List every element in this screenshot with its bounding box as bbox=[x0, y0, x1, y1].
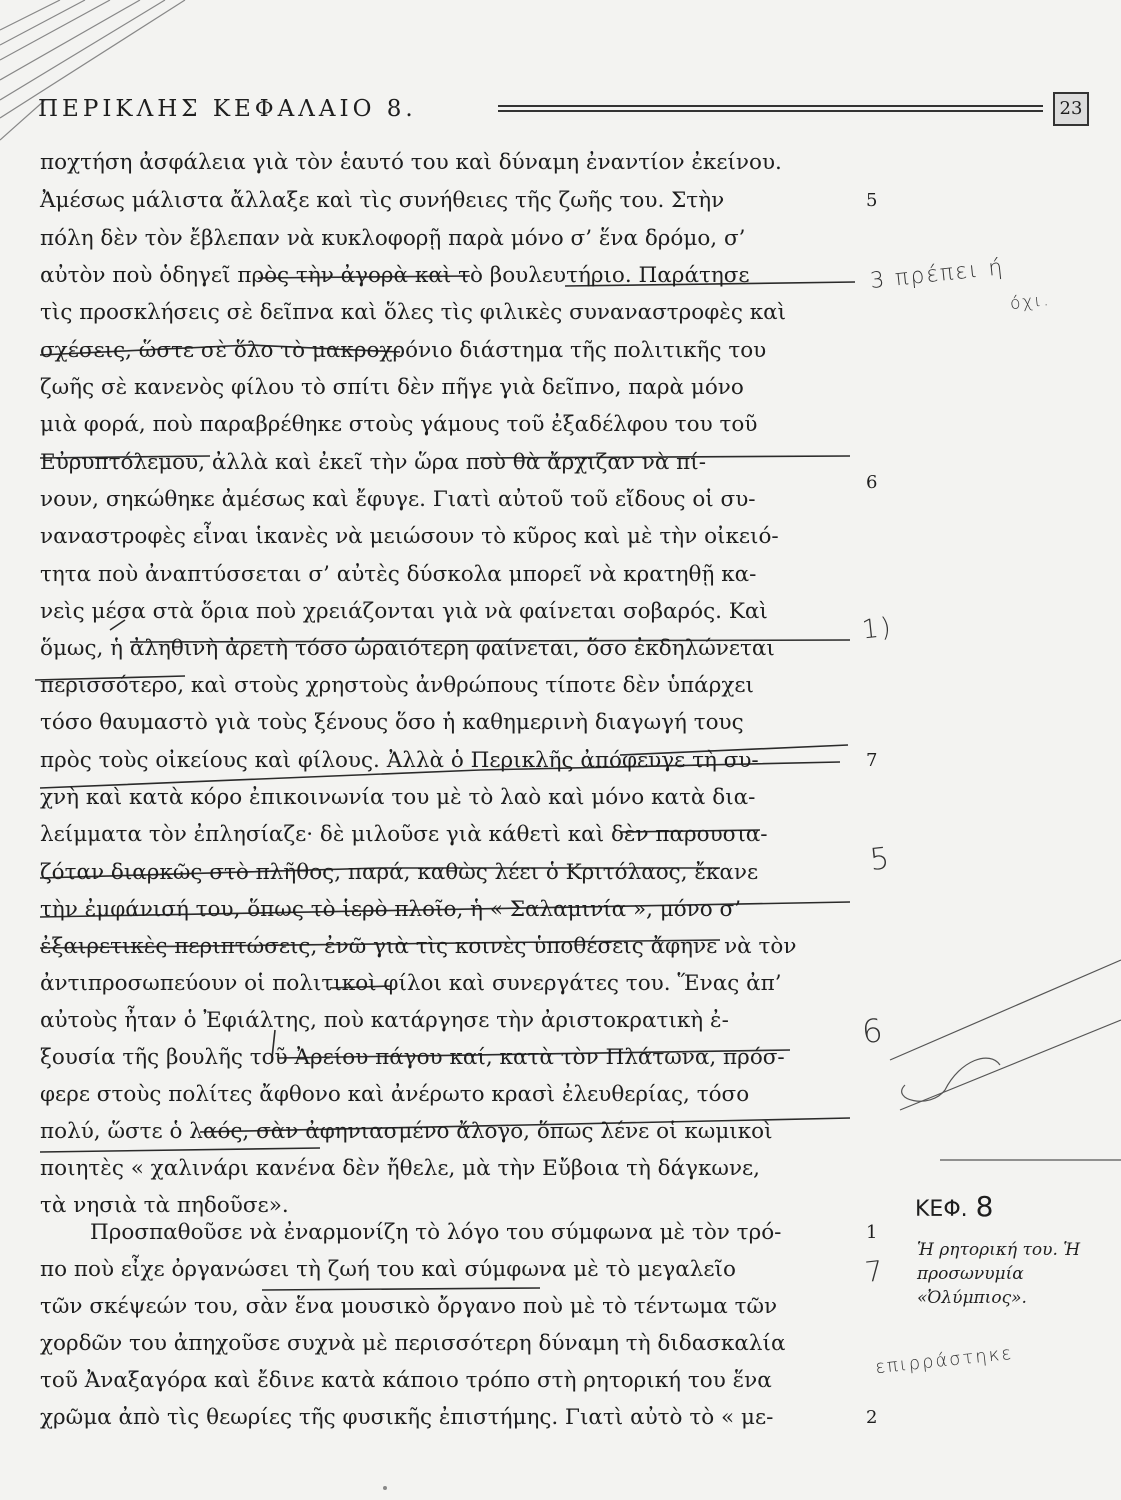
text-line: μιὰ φορά, ποὺ παραβρέθηκε στοὺς γάμους τοῦ ἐξαδέλφου του τοῦ bbox=[40, 412, 758, 437]
text-line: ἀντιπροσωπεύουν οἱ πολιτικοὶ φίλοι καὶ συνεργάτες του. Ἕνας ἀπ’ bbox=[40, 971, 782, 996]
text-line: χνὴ καὶ κατὰ κόρο ἐπικοινωνία του μὲ τὸ λαὸ καὶ μόνο κατὰ δια- bbox=[40, 785, 756, 810]
header-rule bbox=[498, 105, 1043, 117]
page-header bbox=[38, 92, 1083, 132]
handwritten-note: 3 πρέπει ή bbox=[869, 255, 1006, 294]
margin-number: 2 bbox=[866, 1407, 878, 1428]
section-heading bbox=[915, 1190, 993, 1223]
text-line: αὐτὸν ποὺ ὁδηγεῖ πρὸς τὴν ἀγορὰ καὶ τὸ βουλευτήριο. Παράτησε bbox=[40, 263, 750, 288]
text-line: τῶν σκέψεών του, σὰν ἕνα μουσικὸ ὄργανο ποὺ μὲ τὸ τέντωμα τῶν bbox=[40, 1294, 778, 1319]
margin-number: 5 bbox=[866, 190, 878, 211]
text-line: φερε στοὺς πολίτες ἄφθονο καὶ ἀνέρωτο κρασὶ ἐλευθερίας, τόσο bbox=[40, 1082, 750, 1107]
margin-lines bbox=[890, 960, 1121, 1160]
text-line: ζωῆς σὲ κανενὸς φίλου τὸ σπίτι δὲν πῆγε γιὰ δεῖπνο, παρὰ μόνο bbox=[40, 375, 744, 400]
section-side-note: Ἡ ρητορική του. Ἡ προσωνυμία «Ὀλύμπιος». bbox=[917, 1240, 1081, 1308]
page-number: 23 bbox=[1053, 92, 1089, 126]
handwritten-note: 6 bbox=[860, 1010, 887, 1052]
text-line: τητα ποὺ ἀναπτύσσεται σ’ αὐτὲς δύσκολα μπορεῖ νὰ κρατηθῇ κα- bbox=[40, 562, 757, 587]
text-line: τὶς προσκλήσεις σὲ δεῖπνα καὶ ὅλες τὶς φιλικὲς συναναστροφὲς καὶ bbox=[40, 300, 787, 325]
text-line: ξουσία τῆς βουλῆς τοῦ Ἀρείου πάγου καί, κατὰ τὸν Πλάτωνα, πρόσ- bbox=[40, 1045, 785, 1070]
text-line: σχέσεις, ὥστε σὲ ὅλο τὸ μακροχρόνιο διάστημα τῆς πολιτικῆς του bbox=[40, 338, 767, 363]
text-line: ὅμως, ἡ ἀληθινὴ ἀρετὴ τόσο ὡραιότερη φαίνεται, ὅσο ἐκδηλώνεται bbox=[40, 636, 775, 661]
text-line: νουν, σηκώθηκε ἀμέσως καὶ ἔφυγε. Γιατὶ αὐτοῦ τοῦ εἴδους οἱ συ- bbox=[40, 487, 756, 512]
text-line: χρῶμα ἀπὸ τὶς θεωρίες τῆς φυσικῆς ἐπιστήμης. Γιατὶ αὐτὸ τὸ « με- bbox=[40, 1405, 774, 1430]
handwritten-note: όχι. bbox=[1009, 289, 1052, 315]
text-line: χορδῶν του ἀπηχοῦσε συχνὰ μὲ περισσότερη δύναμη τὴ διδασκαλία bbox=[40, 1331, 786, 1356]
running-title: ΠΕΡΙΚΛΗΣ ΚΕΦΑΛΑΙΟ 8. bbox=[38, 96, 417, 122]
handwritten-note: 5 bbox=[868, 840, 893, 879]
text-line: τόσο θαυμαστὸ γιὰ τοὺς ξένους ὅσο ἡ καθημερινὴ διαγωγή τους bbox=[40, 710, 744, 735]
handwritten-note: 1) bbox=[860, 612, 895, 646]
text-line: αὐτοὺς ἦταν ὁ Ἐφιάλτης, ποὺ κατάργησε τὴν ἀριστοκρατικὴ ἐ- bbox=[40, 1008, 729, 1033]
text-line: ζόταν διαρκῶς στὸ πλῆθος, παρά, καθὼς λέει ὁ Κριτόλαος, ἔκανε bbox=[40, 860, 759, 885]
ink-specks bbox=[383, 1486, 387, 1490]
text-line: ναναστροφὲς εἶναι ἱκανὲς νὰ μειώσουν τὸ κῦρος καὶ μὲ τὴν οἰκειό- bbox=[40, 524, 779, 549]
text-line: περισσότερο, καὶ στοὺς χρηστοὺς ἀνθρώπους τίποτε δὲν ὑπάρχει bbox=[40, 673, 754, 698]
text-line: πολύ, ὥστε ὁ λαός, σὰν ἀφηνιασμένο ἄλογο, ὅπως λένε οἱ κωμικοὶ bbox=[40, 1119, 773, 1144]
section-title: ΚΕΦ. bbox=[915, 1197, 968, 1222]
text-line: τὰ νησιὰ τὰ πηδοῦσε». bbox=[40, 1193, 289, 1218]
text-line: Εὐρυπτόλεμου, ἀλλὰ καὶ ἐκεῖ τὴν ὥρα ποὺ θὰ ἄρχιζαν νὰ πί- bbox=[40, 450, 707, 475]
handwritten-note: 7 bbox=[863, 1254, 887, 1289]
text-line: πόλη δὲν τὸν ἔβλεπαν νὰ κυκλοφορῇ παρὰ μόνο σ’ ἕνα δρόμο, σ’ bbox=[40, 226, 746, 251]
margin-number: 1 bbox=[866, 1222, 878, 1243]
margin-number: 7 bbox=[866, 750, 878, 771]
text-line: Προσπαθοῦσε νὰ ἐναρμονίζη τὸ λόγο του σύμφωνα μὲ τὸν τρό- bbox=[90, 1220, 782, 1245]
text-line: λείμματα τὸν ἐπλησίαζε· δὲ μιλοῦσε γιὰ κάθετὶ καὶ δὲν παρουσια- bbox=[40, 822, 768, 847]
text-line: ποιητὲς « χαλινάρι κανένα δὲν ἤθελε, μὰ τὴν Εὔβοια τὴ δάγκωνε, bbox=[40, 1156, 761, 1181]
handwritten-note: επιρράστηκε bbox=[874, 1342, 1015, 1379]
text-line: τὴν ἐμφάνισή του, ὅπως τὸ ἱερὸ πλοῖο, ἡ « Σαλαμινία », μόνο σ’ bbox=[40, 897, 742, 922]
margin-number: 6 bbox=[866, 472, 878, 493]
text-line: νεὶς μέσα στὰ ὅρια ποὺ χρειάζονται γιὰ νὰ φαίνεται σοβαρός. Καὶ bbox=[40, 599, 768, 624]
text-line: ποχτήση ἀσφάλεια γιὰ τὸν ἑαυτό του καὶ δύναμη ἐναντίον ἐκείνου. bbox=[40, 150, 782, 175]
text-line: πο ποὺ εἶχε ὀργανώσει τὴ ζωή του καὶ σύμφωνα μὲ τὸ μεγαλεῖο bbox=[40, 1257, 736, 1282]
text-line: πρὸς τοὺς οἰκείους καὶ φίλους. Ἀλλὰ ὁ Περικλῆς ἀπόφευγε τὴ συ- bbox=[40, 748, 759, 773]
text-line: τοῦ Ἀναξαγόρα καὶ ἔδινε κατὰ κάποιο τρόπο στὴ ρητορική του ἕνα bbox=[40, 1368, 772, 1393]
text-line: ἐξαιρετικὲς περιπτώσεις, ἐνῶ γιὰ τὶς κοινὲς ὑποθέσεις ἄφηνε νὰ τὸν bbox=[40, 934, 797, 959]
text-line: Ἀμέσως μάλιστα ἄλλαξε καὶ τὶς συνήθειες τῆς ζωῆς του. Στὴν bbox=[40, 188, 725, 213]
section-number: 8 bbox=[975, 1190, 994, 1223]
